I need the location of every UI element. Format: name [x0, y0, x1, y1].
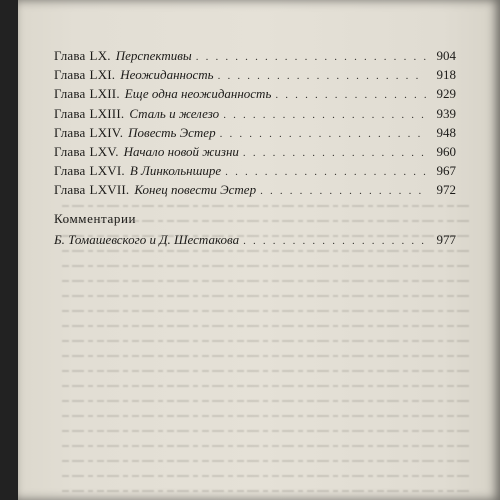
- chapter-prefix: Глава: [54, 163, 86, 179]
- chapter-prefix: Глава: [54, 182, 86, 198]
- chapter-number: LX.: [89, 48, 111, 63]
- chapter-title: Перспективы: [115, 48, 192, 63]
- chapter-title: Конец повести Эстер: [134, 182, 257, 198]
- chapter-number: LXVII.: [89, 182, 130, 198]
- toc-entry-chapter-65: [54, 142, 456, 161]
- chapter-title: В Линкольншире: [129, 163, 222, 179]
- toc-entry-chapter-64: [54, 123, 456, 142]
- dot-leader: [275, 86, 426, 105]
- toc-entry-chapter-61: [54, 65, 456, 84]
- chapter-title: Еще одна неожиданность: [124, 86, 272, 102]
- toc-entry-chapter-63: [54, 104, 456, 123]
- chapter-prefix: Глава: [54, 48, 86, 63]
- page-number: 929: [436, 86, 456, 102]
- chapter-title: Неожиданность: [120, 67, 214, 83]
- chapter-number: LXVI.: [89, 163, 125, 179]
- dot-leader: [260, 182, 426, 201]
- chapter-prefix: Глава: [54, 86, 86, 102]
- chapter-number: LXIII.: [89, 105, 125, 121]
- dot-leader: [196, 48, 426, 67]
- dot-leader: [243, 232, 426, 251]
- dot-leader: [220, 125, 426, 144]
- dot-leader: [223, 106, 426, 125]
- toc-entry-chapter-66: [54, 161, 456, 180]
- chapter-prefix: Глава: [54, 105, 86, 121]
- chapter-number: LXV.: [89, 143, 119, 159]
- chapter-title: Начало новой жизни: [123, 143, 239, 159]
- comments-authors: Б. Томашевского и Д. Шестакова: [54, 232, 240, 247]
- chapter-prefix: Глава: [54, 143, 86, 159]
- page-number: 967: [436, 163, 456, 179]
- chapter-number: LXIV.: [89, 124, 124, 140]
- dot-leader: [243, 144, 426, 163]
- page-number: 918: [436, 67, 456, 83]
- chapter-prefix: Глава: [54, 67, 86, 83]
- table-of-contents: [54, 46, 456, 200]
- chapter-title: Сталь и железо: [129, 105, 220, 121]
- page-number: 948: [436, 124, 456, 140]
- comments-heading: Комментарии: [54, 211, 137, 226]
- page-number: 939: [436, 105, 456, 121]
- chapter-number: LXI.: [89, 67, 116, 83]
- chapter-prefix: Глава: [54, 124, 86, 140]
- page-number: 972: [436, 182, 456, 198]
- chapter-title: Повесть Эстер: [128, 124, 216, 140]
- page-number: 960: [436, 143, 456, 159]
- page-number: 977: [436, 232, 456, 247]
- toc-entry-comments: [54, 230, 456, 249]
- toc-entry-chapter-62: [54, 84, 456, 103]
- toc-entry-chapter-67: [54, 180, 456, 199]
- page-number: 904: [436, 48, 456, 63]
- chapter-number: LXII.: [89, 86, 120, 102]
- toc-entry-chapter-60: [54, 46, 456, 65]
